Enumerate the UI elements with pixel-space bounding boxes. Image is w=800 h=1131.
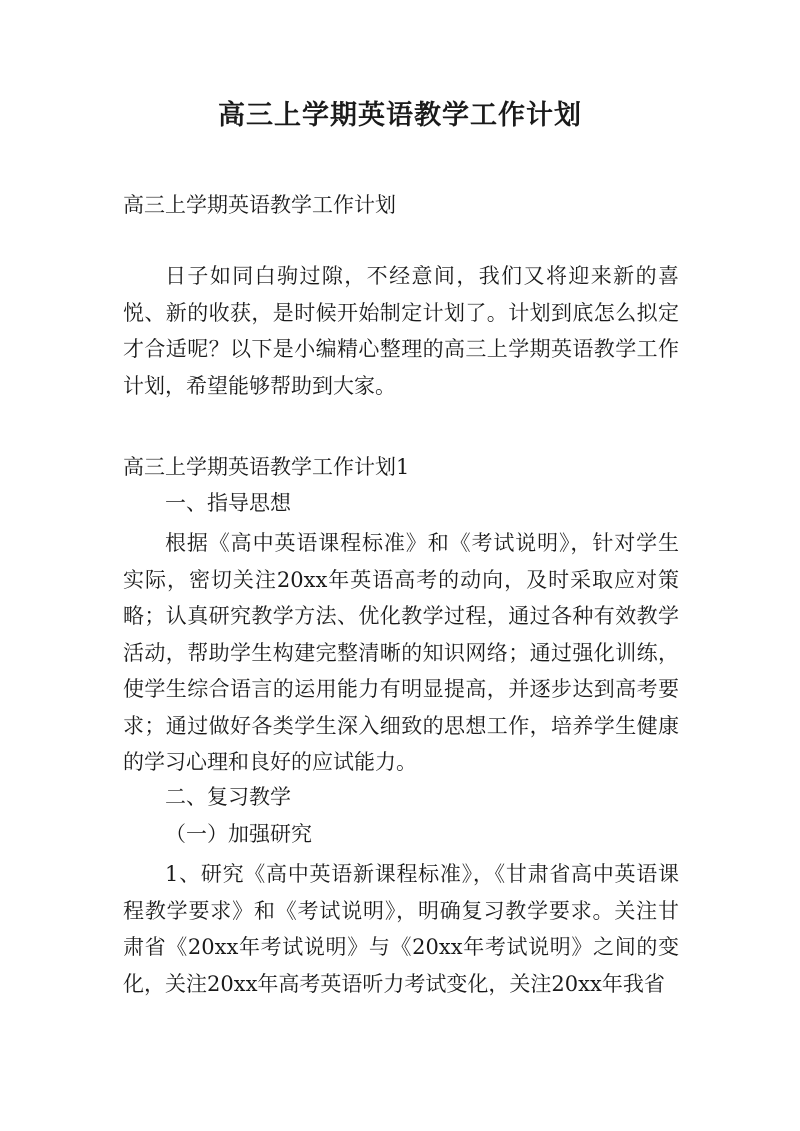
intro-paragraph: 日子如同白驹过隙，不经意间，我们又将迎来新的喜悦、新的收获，是时候开始制定计划了。计划到底怎么拟定才合适呢？以下是小编精心整理的高三上学期英语教学工作计划，希望能够帮助到大家。: [123, 264, 679, 398]
research-item-paragraph: 1、研究《高中英语新课程标准》，《甘肃省高中英语课程教学要求》和《考试说明》，明确复习教学要求。关注甘肃省《20xx年考试说明》与《20xx年考试说明》之间的变化，关注20xx年高考英语听力考试变化，关注20xx年我省: [123, 862, 679, 996]
guidance-paragraph: 根据《高中英语课程标准》和《考试说明》，针对学生实际，密切关注20xx年英语高考的动向，及时采取应对策略；认真研究教学方法、优化教学过程，通过各种有效教学活动，帮助学生构建完整清晰的知识网络；通过强化训练，使学生综合语言的运用能力有明显提高，并逐步达到高考要求；通过做好各类学生深入细致的思想工作，培养学生健康的学习心理和良好的应试能力。: [123, 531, 679, 774]
document-title: 高三上学期英语教学工作计划: [218, 100, 582, 131]
plan-heading: 高三上学期英语教学工作计划1: [123, 455, 410, 479]
document-subtitle: 高三上学期英语教学工作计划: [123, 193, 396, 217]
subsection-heading-research: （一）加强研究: [165, 822, 312, 846]
section-heading-review-teaching: 二、复习教学: [165, 785, 291, 809]
section-heading-guidance: 一、指导思想: [165, 491, 291, 515]
